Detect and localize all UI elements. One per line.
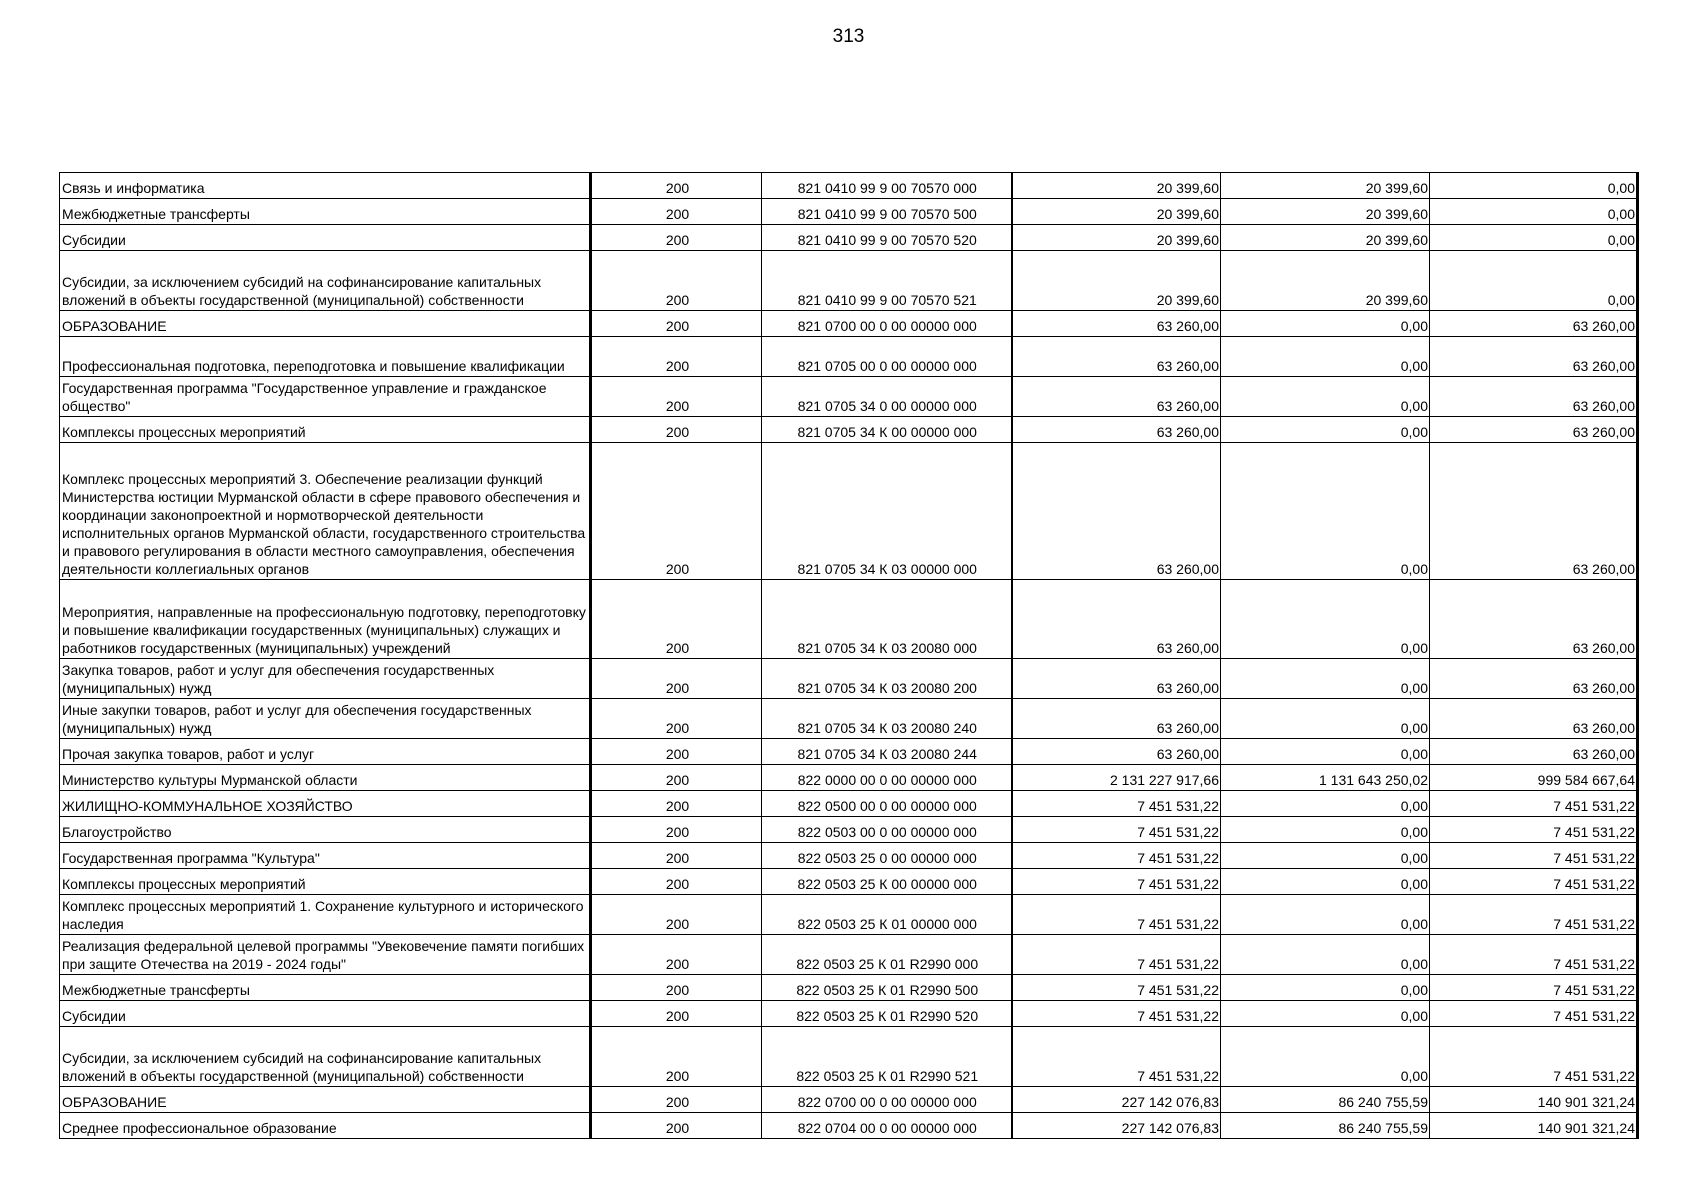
row-unexecuted-amount: 7 451 531,22 (1430, 895, 1638, 935)
row-budget-code: 821 0705 34 К 03 20080 000 (762, 580, 1012, 659)
row-name: Субсидии (60, 225, 591, 251)
row-status-code: 200 (591, 869, 762, 895)
row-budget-code: 822 0503 25 К 01 R2990 521 (762, 1027, 1012, 1087)
row-name: Государственная программа "Культура" (60, 843, 591, 869)
table-row (60, 895, 1638, 935)
row-budget-code: 821 0705 34 К 03 20080 244 (762, 739, 1012, 765)
table-row (60, 699, 1638, 739)
row-approved-amount: 63 260,00 (1012, 580, 1221, 659)
row-executed-amount: 0,00 (1221, 739, 1430, 765)
row-approved-amount: 63 260,00 (1012, 417, 1221, 443)
row-name: Комплекс процессных мероприятий 3. Обеспечение реализации функций Министерства юстиции Мурманской области в сфере правового обеспечения и координации законопроектной и нормотворческой деятельности исполнительных органов Мурманской области, государственного строительства и правового регулирования в области местного самоуправления, обеспечения деятельности коллегиальных органов (60, 443, 591, 580)
row-executed-amount: 20 399,60 (1221, 251, 1430, 311)
row-approved-amount: 7 451 531,22 (1012, 975, 1221, 1001)
row-status-code: 200 (591, 251, 762, 311)
table-row (60, 173, 1638, 199)
row-budget-code: 821 0705 34 К 03 20080 240 (762, 699, 1012, 739)
row-name: Межбюджетные трансферты (60, 975, 591, 1001)
row-approved-amount: 63 260,00 (1012, 311, 1221, 337)
row-budget-code: 822 0503 25 К 01 R2990 500 (762, 975, 1012, 1001)
table-row (60, 443, 1638, 580)
row-status-code: 200 (591, 659, 762, 699)
table-row (60, 580, 1638, 659)
row-approved-amount: 63 260,00 (1012, 443, 1221, 580)
row-executed-amount: 0,00 (1221, 817, 1430, 843)
row-name: Среднее профессиональное образование (60, 1113, 591, 1139)
row-executed-amount: 86 240 755,59 (1221, 1113, 1430, 1139)
row-approved-amount: 7 451 531,22 (1012, 895, 1221, 935)
row-approved-amount: 2 131 227 917,66 (1012, 765, 1221, 791)
row-executed-amount: 0,00 (1221, 659, 1430, 699)
row-name: ОБРАЗОВАНИЕ (60, 311, 591, 337)
budget-table-body (60, 173, 1638, 1139)
table-row (60, 225, 1638, 251)
row-approved-amount: 63 260,00 (1012, 337, 1221, 377)
row-unexecuted-amount: 63 260,00 (1430, 699, 1638, 739)
row-approved-amount: 227 142 076,83 (1012, 1113, 1221, 1139)
row-unexecuted-amount: 7 451 531,22 (1430, 1027, 1638, 1087)
table-row (60, 739, 1638, 765)
row-name: Комплексы процессных мероприятий (60, 869, 591, 895)
row-status-code: 200 (591, 817, 762, 843)
row-unexecuted-amount: 63 260,00 (1430, 337, 1638, 377)
row-status-code: 200 (591, 1087, 762, 1113)
row-budget-code: 821 0705 34 К 00 00000 000 (762, 417, 1012, 443)
table-row (60, 791, 1638, 817)
row-unexecuted-amount: 0,00 (1430, 225, 1638, 251)
row-name: Министерство культуры Мурманской области (60, 765, 591, 791)
row-name: Иные закупки товаров, работ и услуг для обеспечения государственных (муниципальных) нужд (60, 699, 591, 739)
row-executed-amount: 0,00 (1221, 975, 1430, 1001)
row-status-code: 200 (591, 1027, 762, 1087)
row-executed-amount: 0,00 (1221, 935, 1430, 975)
row-name: Закупка товаров, работ и услуг для обеспечения государственных (муниципальных) нужд (60, 659, 591, 699)
row-unexecuted-amount: 7 451 531,22 (1430, 817, 1638, 843)
row-unexecuted-amount: 63 260,00 (1430, 580, 1638, 659)
table-row (60, 1087, 1638, 1113)
row-budget-code: 822 0503 25 0 00 00000 000 (762, 843, 1012, 869)
row-name: Реализация федеральной целевой программы "Увековечение памяти погибших при защите Отечества на 2019 - 2024 годы" (60, 935, 591, 975)
row-executed-amount: 0,00 (1221, 311, 1430, 337)
row-executed-amount: 0,00 (1221, 1027, 1430, 1087)
row-budget-code: 821 0410 99 9 00 70570 521 (762, 251, 1012, 311)
row-name: Прочая закупка товаров, работ и услуг (60, 739, 591, 765)
row-unexecuted-amount: 140 901 321,24 (1430, 1087, 1638, 1113)
table-row (60, 869, 1638, 895)
row-unexecuted-amount: 63 260,00 (1430, 311, 1638, 337)
row-budget-code: 822 0503 25 К 01 00000 000 (762, 895, 1012, 935)
row-name: Государственная программа "Государственное управление и гражданское общество" (60, 377, 591, 417)
row-budget-code: 822 0500 00 0 00 00000 000 (762, 791, 1012, 817)
row-approved-amount: 7 451 531,22 (1012, 1001, 1221, 1027)
row-status-code: 200 (591, 337, 762, 377)
row-executed-amount: 0,00 (1221, 869, 1430, 895)
row-approved-amount: 63 260,00 (1012, 699, 1221, 739)
row-budget-code: 821 0700 00 0 00 00000 000 (762, 311, 1012, 337)
row-name: Субсидии (60, 1001, 591, 1027)
table-row (60, 659, 1638, 699)
row-status-code: 200 (591, 443, 762, 580)
row-executed-amount: 86 240 755,59 (1221, 1087, 1430, 1113)
table-row (60, 377, 1638, 417)
row-executed-amount: 0,00 (1221, 417, 1430, 443)
row-status-code: 200 (591, 311, 762, 337)
row-executed-amount: 0,00 (1221, 699, 1430, 739)
row-status-code: 200 (591, 975, 762, 1001)
row-approved-amount: 63 260,00 (1012, 377, 1221, 417)
table-row (60, 337, 1638, 377)
row-status-code: 200 (591, 699, 762, 739)
row-executed-amount: 0,00 (1221, 791, 1430, 817)
row-unexecuted-amount: 7 451 531,22 (1430, 1001, 1638, 1027)
table-row (60, 765, 1638, 791)
row-budget-code: 821 0410 99 9 00 70570 500 (762, 199, 1012, 225)
row-budget-code: 822 0700 00 0 00 00000 000 (762, 1087, 1012, 1113)
row-unexecuted-amount: 7 451 531,22 (1430, 975, 1638, 1001)
row-unexecuted-amount: 0,00 (1430, 173, 1638, 199)
row-unexecuted-amount: 140 901 321,24 (1430, 1113, 1638, 1139)
row-budget-code: 821 0705 34 К 03 00000 000 (762, 443, 1012, 580)
row-budget-code: 822 0000 00 0 00 00000 000 (762, 765, 1012, 791)
budget-table (59, 172, 1639, 1139)
row-name: Профессиональная подготовка, переподготовка и повышение квалификации (60, 337, 591, 377)
row-approved-amount: 20 399,60 (1012, 173, 1221, 199)
row-unexecuted-amount: 0,00 (1430, 199, 1638, 225)
row-name: ОБРАЗОВАНИЕ (60, 1087, 591, 1113)
table-row (60, 1001, 1638, 1027)
row-name: Комплексы процессных мероприятий (60, 417, 591, 443)
row-budget-code: 822 0704 00 0 00 00000 000 (762, 1113, 1012, 1139)
row-approved-amount: 7 451 531,22 (1012, 935, 1221, 975)
row-approved-amount: 63 260,00 (1012, 739, 1221, 765)
row-budget-code: 822 0503 00 0 00 00000 000 (762, 817, 1012, 843)
table-row (60, 417, 1638, 443)
table-row (60, 311, 1638, 337)
row-budget-code: 821 0705 34 К 03 20080 200 (762, 659, 1012, 699)
row-status-code: 200 (591, 1113, 762, 1139)
row-executed-amount: 20 399,60 (1221, 199, 1430, 225)
table-row (60, 1113, 1638, 1139)
row-executed-amount: 0,00 (1221, 580, 1430, 659)
row-status-code: 200 (591, 843, 762, 869)
table-row (60, 975, 1638, 1001)
row-approved-amount: 227 142 076,83 (1012, 1087, 1221, 1113)
table-row (60, 251, 1638, 311)
row-approved-amount: 20 399,60 (1012, 225, 1221, 251)
row-status-code: 200 (591, 935, 762, 975)
row-unexecuted-amount: 7 451 531,22 (1430, 843, 1638, 869)
row-budget-code: 821 0705 34 0 00 00000 000 (762, 377, 1012, 417)
row-approved-amount: 7 451 531,22 (1012, 817, 1221, 843)
row-executed-amount: 0,00 (1221, 377, 1430, 417)
table-row (60, 1027, 1638, 1087)
row-status-code: 200 (591, 377, 762, 417)
row-executed-amount: 0,00 (1221, 1001, 1430, 1027)
row-unexecuted-amount: 7 451 531,22 (1430, 869, 1638, 895)
row-status-code: 200 (591, 791, 762, 817)
row-unexecuted-amount: 63 260,00 (1430, 377, 1638, 417)
row-unexecuted-amount: 63 260,00 (1430, 739, 1638, 765)
row-name: Субсидии, за исключением субсидий на софинансирование капитальных вложений в объекты государственной (муниципальной) собственности (60, 1027, 591, 1087)
row-status-code: 200 (591, 199, 762, 225)
row-executed-amount: 0,00 (1221, 337, 1430, 377)
row-status-code: 200 (591, 895, 762, 935)
row-executed-amount: 0,00 (1221, 895, 1430, 935)
table-row (60, 817, 1638, 843)
table-row (60, 935, 1638, 975)
row-unexecuted-amount: 63 260,00 (1430, 417, 1638, 443)
row-budget-code: 821 0410 99 9 00 70570 000 (762, 173, 1012, 199)
row-name: ЖИЛИЩНО-КОММУНАЛЬНОЕ ХОЗЯЙСТВО (60, 791, 591, 817)
row-unexecuted-amount: 63 260,00 (1430, 659, 1638, 699)
row-status-code: 200 (591, 1001, 762, 1027)
row-status-code: 200 (591, 739, 762, 765)
row-unexecuted-amount: 7 451 531,22 (1430, 791, 1638, 817)
row-executed-amount: 1 131 643 250,02 (1221, 765, 1430, 791)
row-unexecuted-amount: 7 451 531,22 (1430, 935, 1638, 975)
row-budget-code: 822 0503 25 К 01 R2990 520 (762, 1001, 1012, 1027)
row-name: Благоустройство (60, 817, 591, 843)
row-name: Субсидии, за исключением субсидий на софинансирование капитальных вложений в объекты государственной (муниципальной) собственности (60, 251, 591, 311)
row-name: Мероприятия, направленные на профессиональную подготовку, переподготовку и повышение квалификации государственных (муниципальных) служащих и работников государственных (муниципальных) учреждений (60, 580, 591, 659)
row-budget-code: 822 0503 25 К 00 00000 000 (762, 869, 1012, 895)
row-status-code: 200 (591, 173, 762, 199)
row-status-code: 200 (591, 765, 762, 791)
row-approved-amount: 7 451 531,22 (1012, 1027, 1221, 1087)
row-approved-amount: 7 451 531,22 (1012, 869, 1221, 895)
row-approved-amount: 20 399,60 (1012, 199, 1221, 225)
row-name: Связь и информатика (60, 173, 591, 199)
row-unexecuted-amount: 63 260,00 (1430, 443, 1638, 580)
row-executed-amount: 20 399,60 (1221, 225, 1430, 251)
page-number: 313 (832, 26, 865, 47)
row-unexecuted-amount: 999 584 667,64 (1430, 765, 1638, 791)
row-unexecuted-amount: 0,00 (1430, 251, 1638, 311)
row-status-code: 200 (591, 225, 762, 251)
row-status-code: 200 (591, 580, 762, 659)
row-executed-amount: 20 399,60 (1221, 173, 1430, 199)
row-budget-code: 821 0410 99 9 00 70570 520 (762, 225, 1012, 251)
table-row (60, 199, 1638, 225)
row-approved-amount: 63 260,00 (1012, 659, 1221, 699)
row-approved-amount: 7 451 531,22 (1012, 791, 1221, 817)
row-approved-amount: 7 451 531,22 (1012, 843, 1221, 869)
row-executed-amount: 0,00 (1221, 843, 1430, 869)
row-approved-amount: 20 399,60 (1012, 251, 1221, 311)
row-status-code: 200 (591, 417, 762, 443)
row-name: Комплекс процессных мероприятий 1. Сохранение культурного и исторического наследия (60, 895, 591, 935)
row-executed-amount: 0,00 (1221, 443, 1430, 580)
row-budget-code: 821 0705 00 0 00 00000 000 (762, 337, 1012, 377)
row-name: Межбюджетные трансферты (60, 199, 591, 225)
table-row (60, 843, 1638, 869)
row-budget-code: 822 0503 25 К 01 R2990 000 (762, 935, 1012, 975)
